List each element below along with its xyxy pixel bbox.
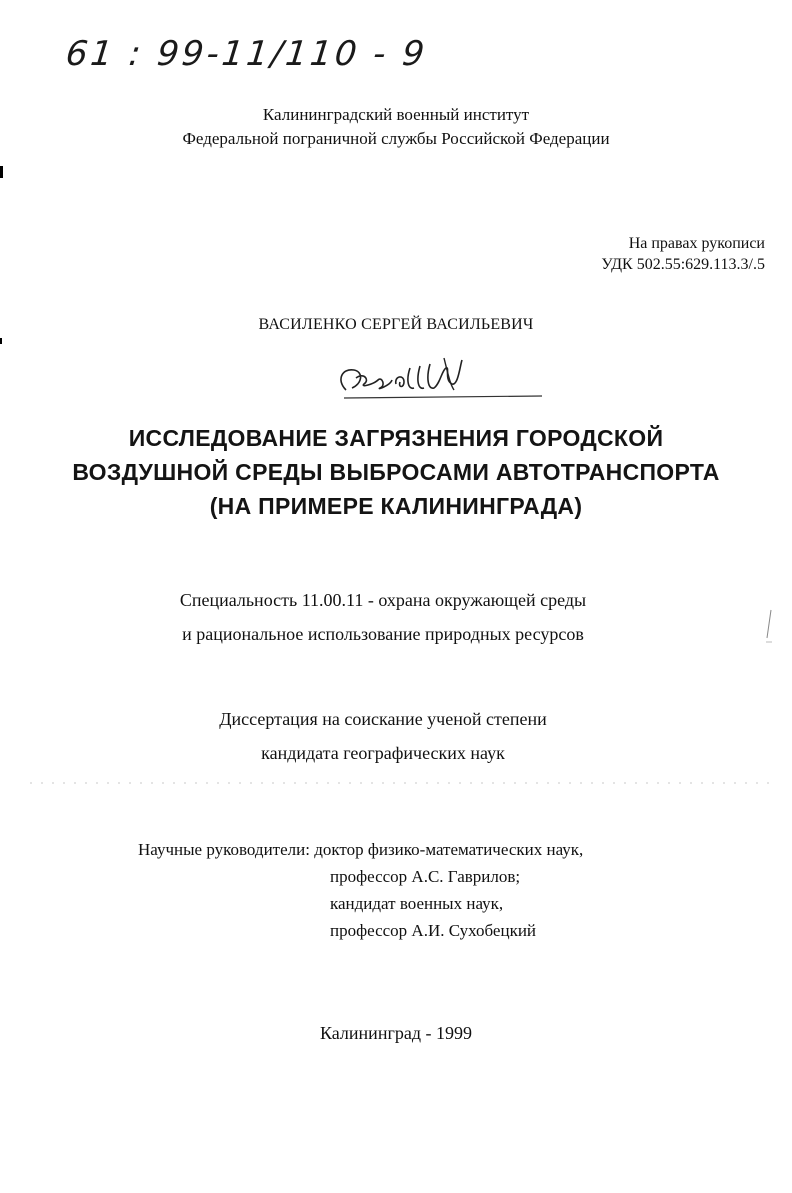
supervisors-line-1: Научные руководители: доктор физико-математических наук,: [138, 840, 584, 859]
supervisors-line-4: профессор А.И. Сухобецкий: [330, 921, 537, 940]
specialty-block: [0, 583, 792, 651]
title-line-2: ВОЗДУШНОЙ СРЕДЫ ВЫБРОСАМИ АВТОТРАНСПОРТА: [72, 459, 720, 485]
manuscript-rights: На правах рукописи: [628, 235, 765, 252]
degree-line-2: кандидата географических наук: [261, 743, 505, 763]
supervisors-line-2: профессор А.С. Гаврилов;: [330, 867, 521, 886]
scan-margin-mark-top: [0, 166, 3, 178]
supervisors-block: [138, 836, 583, 944]
degree-block: [0, 702, 792, 770]
scan-margin-mark-middle: [0, 338, 2, 344]
institute-line-2: Федеральной пограничной службы Российской Федерации: [182, 129, 610, 148]
institute-line-1: Калининградский военный институт: [262, 105, 530, 124]
institute-header: [0, 103, 792, 151]
author-name: ВАСИЛЕНКО СЕРГЕЙ ВАСИЛЬЕВИЧ: [258, 316, 534, 333]
title-line-3: (НА ПРИМЕРЕ КАЛИНИНГРАДА): [209, 493, 583, 519]
archive-code: 61 : 99-11/110 - 9: [63, 34, 430, 74]
title-line-1: ИССЛЕДОВАНИЕ ЗАГРЯЗНЕНИЯ ГОРОДСКОЙ: [128, 425, 664, 451]
author-signature: [334, 350, 549, 410]
scan-tick-mark: [764, 608, 774, 648]
scan-dotted-line: [30, 782, 775, 784]
degree-line-1: Диссертация на соискание ученой степени: [219, 709, 547, 729]
specialty-line-1: Специальность 11.00.11 - охрана окружающей среды: [179, 590, 587, 610]
supervisors-line-3: кандидат военных наук,: [330, 894, 504, 913]
dissertation-title: [0, 421, 792, 523]
rights-block: [601, 233, 765, 275]
specialty-line-2: и рациональное использование природных ресурсов: [182, 624, 584, 644]
udc-code: УДК 502.55:629.113.3/.5: [601, 256, 765, 273]
city-year: Калининград - 1999: [320, 1023, 472, 1043]
